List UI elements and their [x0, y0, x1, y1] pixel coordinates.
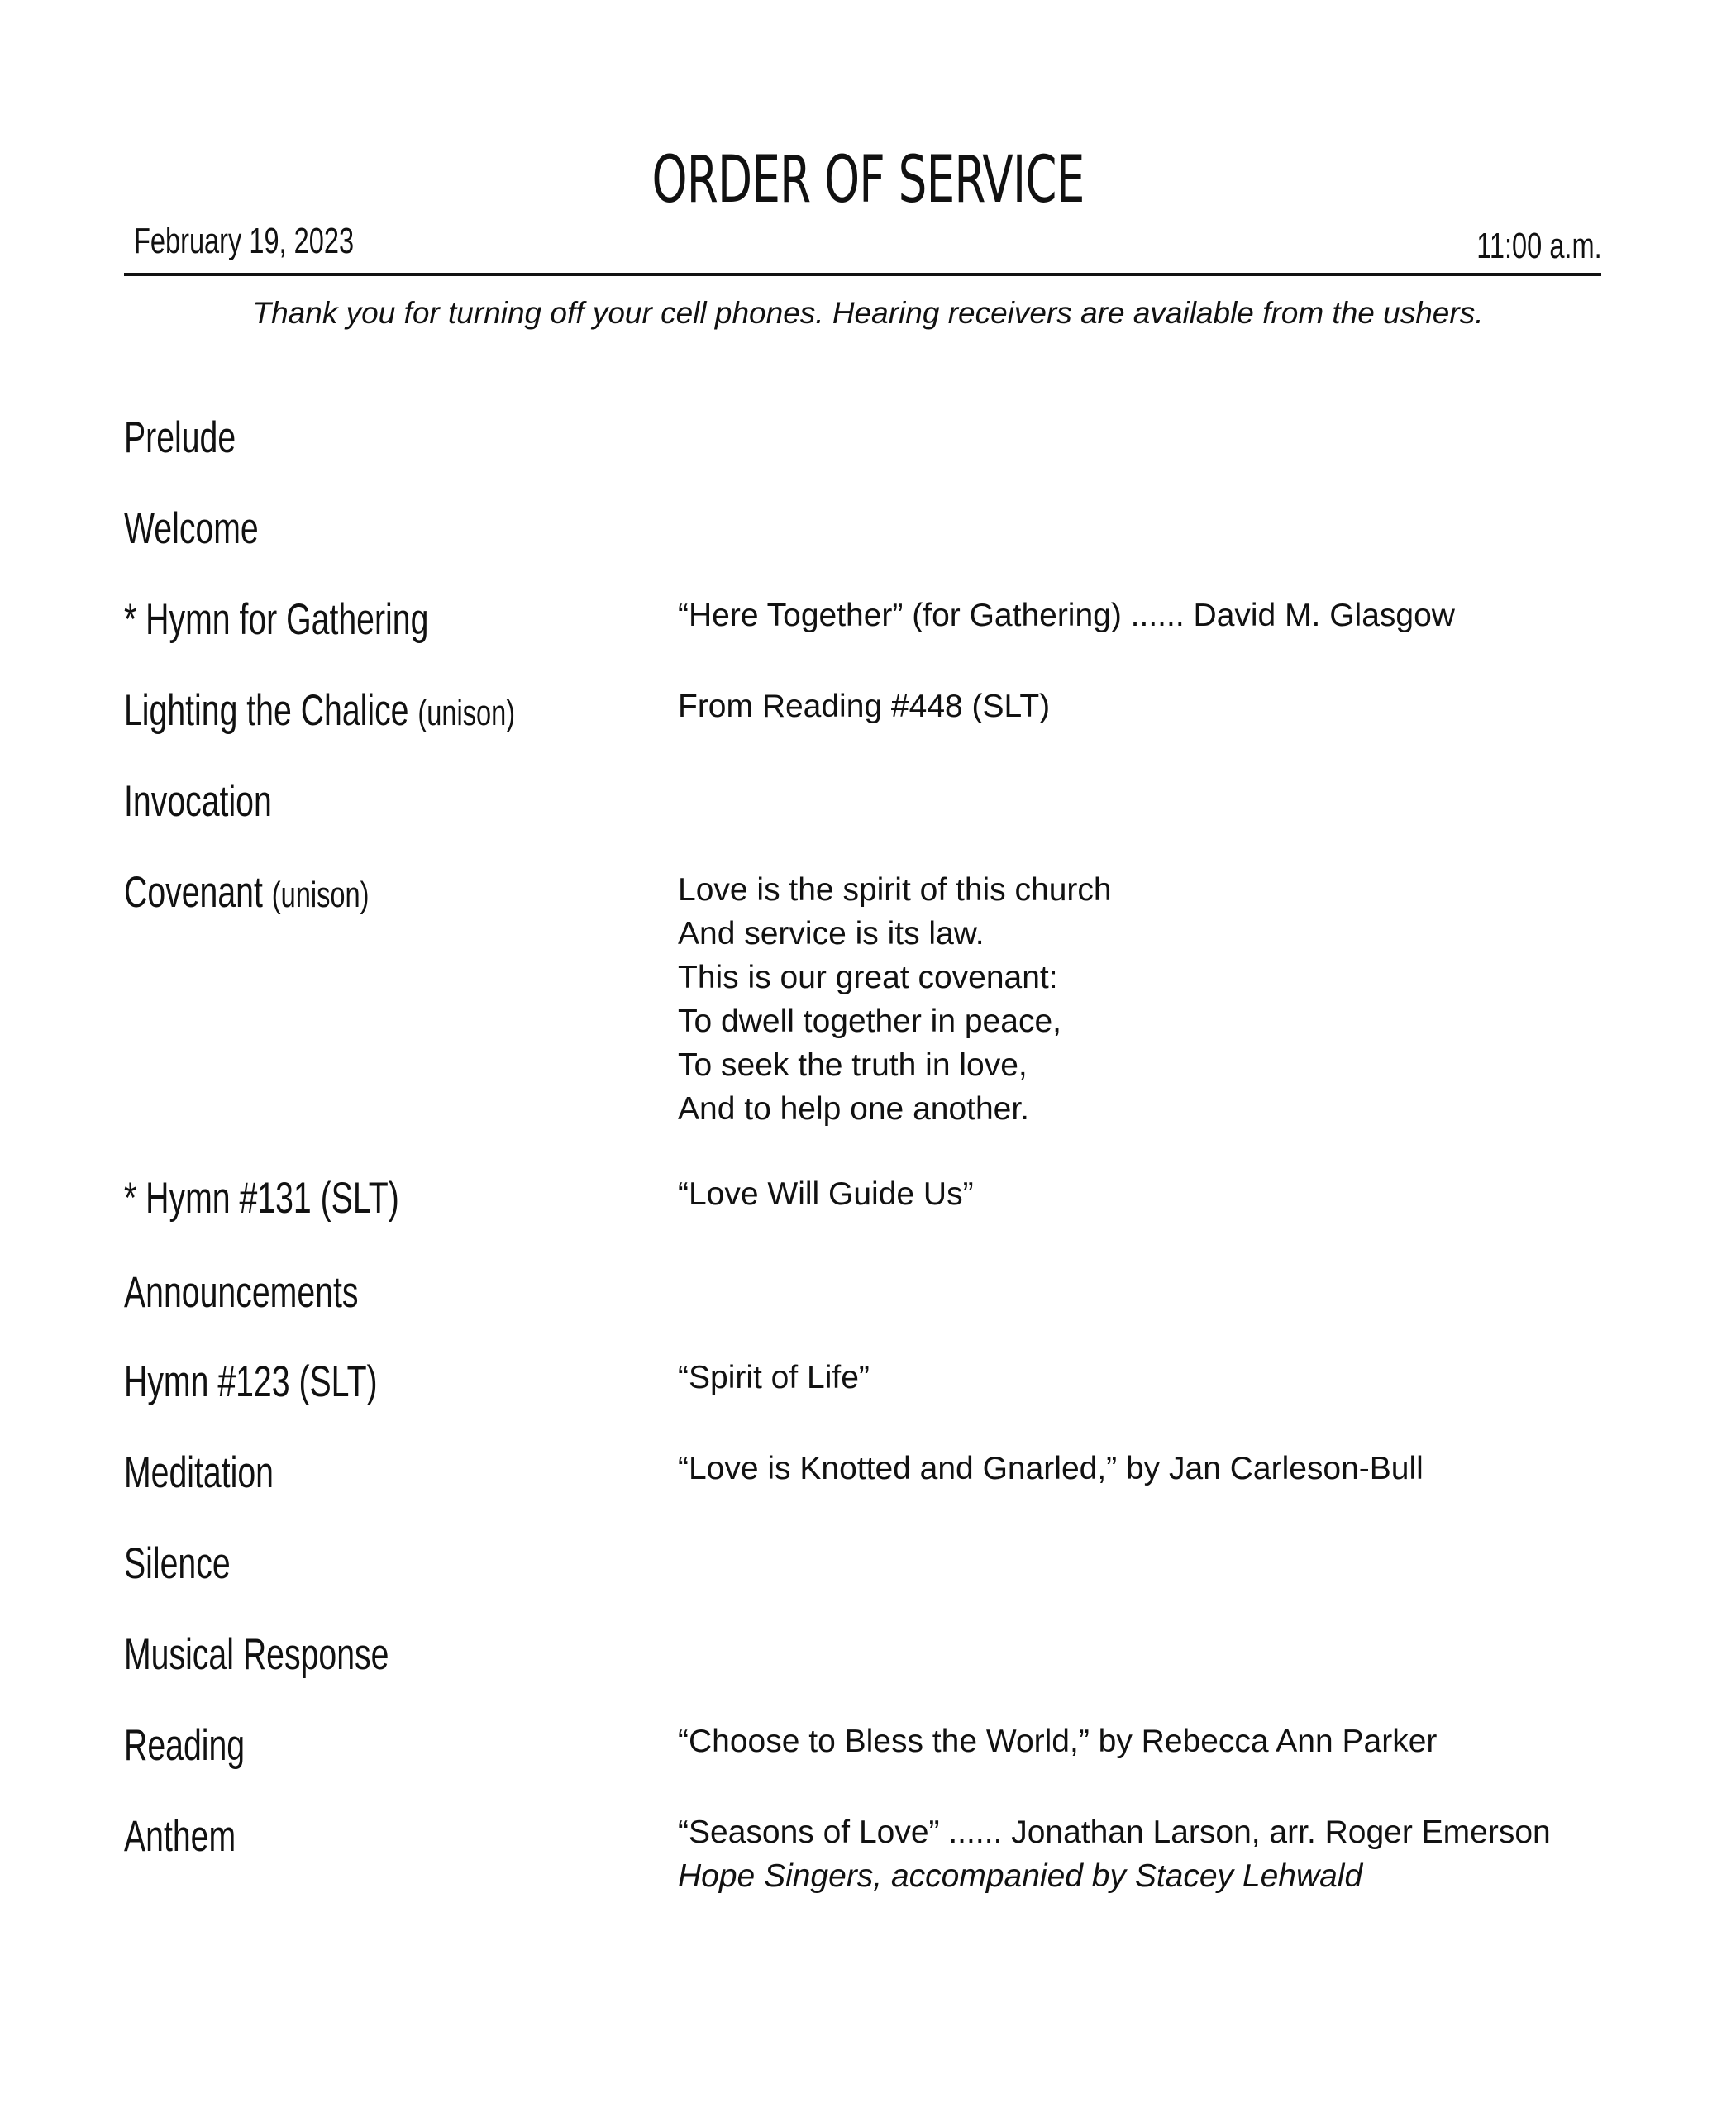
item-label-text: Lighting the Chalice [124, 686, 409, 735]
item-detail: “Spirit of Life” [678, 1360, 870, 1395]
item-label: Invocation [124, 777, 272, 826]
item-label [124, 866, 369, 922]
item-label: Hymn #123 (SLT) [124, 1357, 378, 1406]
item-label: Musical Response [124, 1630, 389, 1679]
phone-notice: Thank you for turning off your cell phones. Hearing receivers are available from the ushers. [252, 296, 1484, 330]
item-detail: “Love is Knotted and Gnarled,” by Jan Carleson-Bull [678, 1451, 1424, 1486]
item-label: * Hymn #131 (SLT) [124, 1174, 399, 1223]
item-detail: From Reading #448 (SLT) [678, 689, 1051, 724]
covenant-line: And to help one another. [678, 1091, 1030, 1127]
item-label: Announcements [124, 1268, 359, 1317]
item-label: Reading [124, 1721, 246, 1770]
covenant-line: To dwell together in peace, [678, 1004, 1061, 1039]
covenant-line: Love is the spirit of this church [678, 872, 1112, 908]
item-label-text: Covenant [124, 868, 263, 917]
service-date: February 19, 2023 [134, 221, 355, 261]
anthem-title: “Seasons of Love” ...... Jonathan Larson, arr. Roger Emerson [678, 1815, 1551, 1850]
covenant-line: This is our great covenant: [678, 960, 1058, 995]
item-label: * Hymn for Gathering [124, 595, 429, 644]
item-label: Meditation [124, 1448, 274, 1497]
item-label-note: (unison) [417, 693, 516, 733]
item-label: Anthem [124, 1812, 236, 1861]
header-rule [124, 273, 1601, 276]
covenant-line: To seek the truth in love, [678, 1047, 1028, 1083]
item-label: Prelude [124, 413, 236, 462]
item-detail: “Here Together” (for Gathering) ...... David M. Glasgow [678, 598, 1455, 633]
anthem-performers: Hope Singers, accompanied by Stacey Lehwald [678, 1858, 1363, 1894]
item-label [124, 684, 515, 740]
item-detail: “Love Will Guide Us” [678, 1176, 974, 1212]
covenant-text [678, 868, 1112, 1131]
item-detail [678, 1810, 1551, 1898]
item-label-note: (unison) [271, 875, 370, 915]
service-time: 11:00 a.m. [1476, 226, 1602, 266]
item-detail: “Choose to Bless the World,” by Rebecca Ann Parker [678, 1724, 1438, 1759]
item-label: Silence [124, 1539, 231, 1588]
item-label: Welcome [124, 504, 259, 553]
covenant-line: And service is its law. [678, 916, 985, 951]
page-title: ORDER OF SERVICE [651, 143, 1085, 217]
